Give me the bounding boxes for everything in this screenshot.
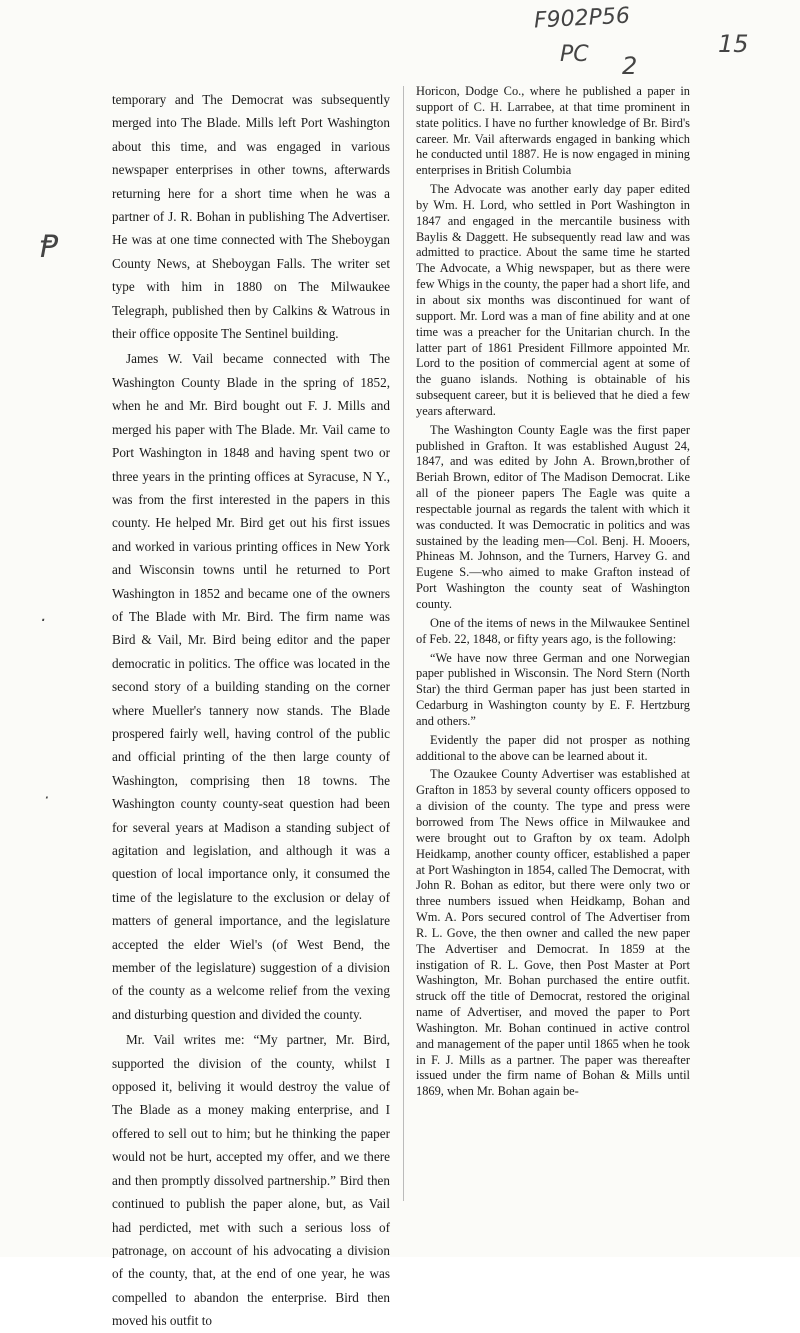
paragraph: One of the items of news in the Milwaukee Sentinel of Feb. 22, 1848, or fifty years ago, is the following:: [416, 615, 690, 646]
right-column: [416, 84, 690, 1100]
margin-mark: ·: [44, 788, 50, 807]
paragraph: temporary and The Democrat was subsequently merged into The Blade. Mills left Port Washington about this time, and was engaged in various newspaper enterprises in other towns, afterwards returning here for a short time when he was a partner of J. R. Bohan in publishing The Advertiser. He was at one time connected with The Sheboygan County News, at Sheboygan Falls. The writer set type with him in 1880 on The Milwaukee Telegraph, published then by Calkins & Watrous in their office opposite The Sentinel building.: [112, 92, 390, 342]
handwritten-page-number: 15: [718, 30, 749, 58]
column-divider: [403, 86, 404, 1201]
handwritten-call-num: 2: [622, 52, 638, 80]
paragraph: Evidently the paper did not prosper as nothing additional to the above can be learned about it.: [416, 732, 690, 763]
left-column: [112, 88, 390, 1333]
paragraph: Mr. Vail writes me: “My partner, Mr. Bird, supported the division of the county, whilst I opposed it, beliving it would destroy the value of The Blade as a money making enterprise, and I offered to sell out to him; but he thinking the paper would not be hurt, accepted my offer, and we there and then promptly dissolved partnership.” Bird then continued to publish the paper alone, but, as Vail had perdicted, met with such a serious loss of patronage, on account of his advocating a division of the county, that, at the end of one year, he was compelled to abandon the enterprise. Bird then moved his outfit to: [112, 1032, 390, 1329]
paragraph: The Washington County Eagle was the first paper published in Grafton. It was established August 24, 1847, and was edited by John A. Brown,brother of Beriah Brown, editor of The Madison Democrat. Like all of the pioneer papers The Eagle was quite a respectable journal as regards the talent with which it was conducted. It was Democratic in politics and was sustained by the leading men—Col. Benj. H. Mooers, Phineas M. Johnson, and the Turners, Harvey G. and Eugene S.—who aimed to make Grafton instead of Port Washington the county seat of Washington county.: [416, 422, 690, 611]
handwritten-call-number: F902P56: [533, 3, 631, 34]
paragraph: Horicon, Dodge Co., where he published a paper in support of C. H. Larrabee, at that time prominent in state politics. I have no further knowledge of Br. Bird's career. Mr. Vail afterwards engaged in banking which he conducted until 1887. He is now engaged in mining enterprises in British Columbia: [416, 84, 690, 178]
paragraph: The Advocate was another early day paper edited by Wm. H. Lord, who settled in Port Washington in 1847 and engaged in the mercantile business with Baylis & Daggett. He subsequently read law and was admitted to practice. About the same time he started The Advocate, a Whig newspaper, but as there were few Whigs in the county, the paper had a short life, and in about six months was discontinued for want of support. Mr. Lord was a man of fine ability and at one time was a preacher for the Unitarian church. In the latter part of 1861 President Fillmore appointed Mr. Lord to the position of commercial agent at some of the guano islands. Nothing is obtainable of his subsequent career, but it is believed that he died a few years afterward.: [416, 182, 690, 418]
handwritten-call-sub: PC: [560, 42, 589, 67]
quoted-paragraph: “We have now three German and one Norwegian paper published in Wisconsin. The Nord Stern (North Star) the third German paper has just been started in Cedarburg in Washington county by E. F. Hertzburg and others.”: [416, 650, 690, 728]
margin-mark: ·: [40, 610, 46, 631]
paragraph: The Ozaukee County Advertiser was established at Grafton in 1853 by several county officers opposed to a division of the county. The type and press were borrowed from The News office in Milwaukee and were brought out to Grafton by ox team. Adolph Heidkamp, another county officer, established a paper at Port Washington in 1854, called The Democrat, with John R. Bohan as editor, but there were only two or three numbers issued when Heidkamp, Bohan and Wm. A. Pors secured control of The Advertiser from R. L. Gove, the then owner and called the new paper The Advertiser and Democrat. In 1859 at the instigation of R. L. Gove, then Post Master at Port Washington, Mr. Bohan purchased the entire outfit. struck off the title of Democrat, restored the original name of Advertiser, and moved the paper to Port Washington. Mr. Bohan continued in active control and management of the paper until 1865 when he took in F. J. Mills as a partner. The paper was thereafter issued under the firm name of Bohan & Mills until 1869, when Mr. Bohan again be-: [416, 767, 690, 1099]
margin-mark: Ᵽ: [40, 230, 59, 265]
paragraph: James W. Vail became connected with The Washington County Blade in the spring of 1852, when he and Mr. Bird bought out F. J. Mills and merged his paper with The Blade. Mr. Vail came to Port Washington in 1848 and having spent two or three years in the printing offices at Syracuse, N Y., was from the first interested in the papers in this county. He helped Mr. Bird get out his first issues and worked in various printing offices in New York and Wisconsin towns until he returned to Port Washington in 1852 and became one of the owners of The Blade with Mr. Bird. The firm name was Bird & Vail, Mr. Bird being editor and the paper democratic in politics. The office was located in the second story of a building standing on the corner where Mueller's tannery now stands. The Blade prospered fairly well, having control of the public and official printing of the then large county of Washington, comprising then 18 towns. The Washington county county-seat question had been for several years at Madison a standing subject of agitation and legislation, and although it was a question of local importance only, it consumed the time of the legislature to the exclusion or delay of matters of general importance, and the legislature accepted the elder Wiel's (of West Bend, the member of the legislature) suggestion of a division of the county as a welcome relief from the vexing and disturbing question and divided the county.: [112, 351, 390, 1022]
